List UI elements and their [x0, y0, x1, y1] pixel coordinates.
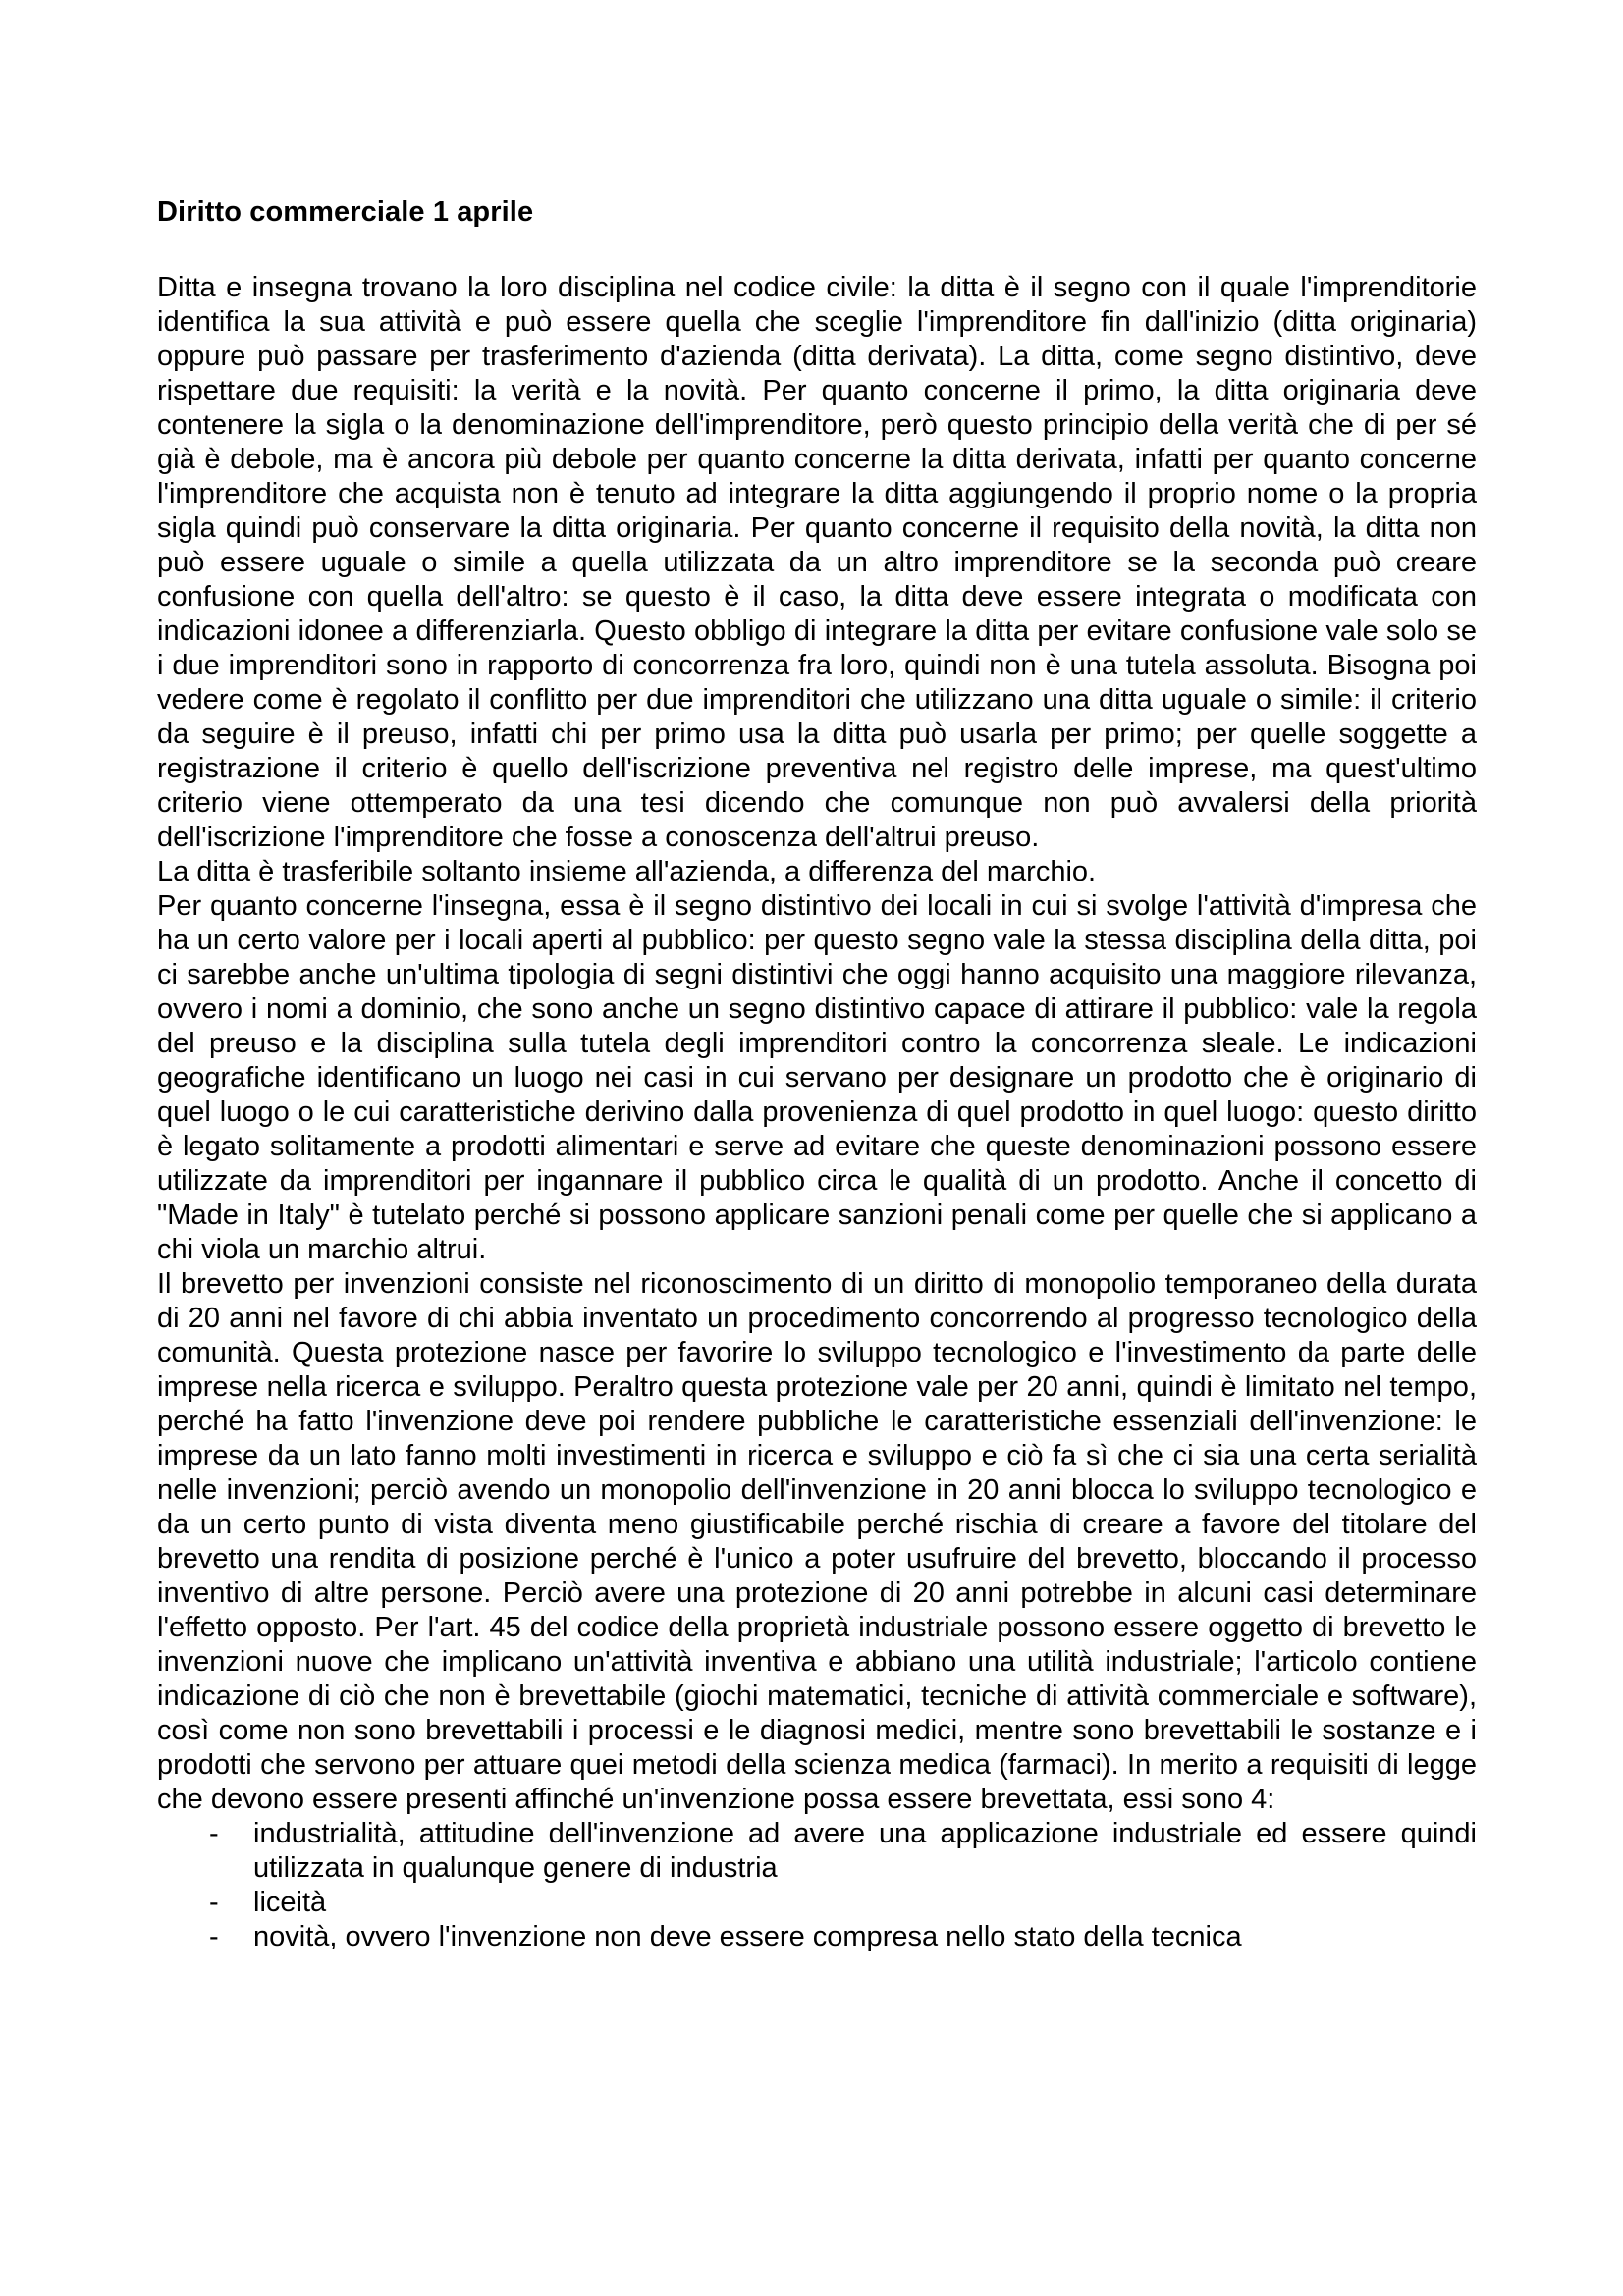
list-item: [157, 1817, 1477, 1886]
list-item-text: novità, ovvero l'invenzione non deve essere compresa nello stato della tecnica: [253, 1921, 1242, 1952]
list-item-text: liceità: [253, 1887, 327, 1918]
paragraph-brevetto: Il brevetto per invenzioni consiste nel riconoscimento di un diritto di monopolio temporaneo della durata di 20 anni nel favore di chi abbia inventato un procedimento concorrendo al progresso tecnologico della comunità. Questa protezione nasce per favorire lo sviluppo tecnologico e l'investimento da parte delle imprese nella ricerca e sviluppo. Peraltro questa protezione vale per 20 anni, quindi è limitato nel tempo, perché ha fatto l'invenzione deve poi rendere pubbliche le caratteristiche essenziali dell'invenzione: le imprese da un lato fanno molti investimenti in ricerca e sviluppo e ciò fa sì che ci sia una certa serialità nelle invenzioni; perciò avendo un monopolio dell'invenzione in 20 anni blocca lo sviluppo tecnologico e da un certo punto di vista diventa meno giustificabile perché rischia di creare a favore del titolare del brevetto una rendita di posizione perché è l'unico a poter usufruire del brevetto, bloccando il processo inventivo di altre persone. Perciò avere una protezione di 20 anni potrebbe in alcuni casi determinare l'effetto opposto. Per l'art. 45 del codice della proprietà industriale possono essere oggetto di brevetto le invenzioni nuove che implicano un'attività inventiva e abbiano una utilità industriale; l'articolo contiene indicazione di ciò che non è brevettabile (giochi matematici, tecniche di attività commerciale e software), così come non sono brevettabili i processi e le diagnosi medici, mentre sono brevettabili le sostanze e i prodotti che servono per attuare quei metodi della scienza medica (farmaci). In merito a requisiti di legge che devono essere presenti affinché un'invenzione possa essere brevettata, essi sono 4:: [157, 1268, 1477, 1815]
list-bullet: -: [209, 1887, 219, 1918]
list-item: [157, 1886, 1477, 1920]
paragraph-insegna: Per quanto concerne l'insegna, essa è il segno distintivo dei locali in cui si svolge l'attività d'impresa che ha un certo valore per i locali aperti al pubblico: per questo segno vale la stessa disciplina della ditta, poi ci sarebbe anche un'ultima tipologia di segni distintivi che oggi hanno acquisito una maggiore rilevanza, ovvero i nomi a dominio, che sono anche un segno distintivo capace di attirare il pubblico: vale la regola del preuso e la disciplina sulla tutela degli imprenditori contro la concorrenza sleale. Le indicazioni geografiche identificano un luogo nei casi in cui servano per designare un prodotto che è originario di quel luogo o le cui caratteristiche derivino dalla provenienza di quel prodotto in quel luogo: questo diritto è legato solitamente a prodotti alimentari e serve ad evitare che queste denominazioni possono essere utilizzate da imprenditori per ingannare il pubblico circa le qualità di un prodotto. Anche il concetto di "Made in Italy" è tutelato perché si possono applicare sanzioni penali come per quelle che si applicano a chi viola un marchio altrui.: [157, 890, 1477, 1265]
paragraph-ditta: Ditta e insegna trovano la loro disciplina nel codice civile: la ditta è il segno con il quale l'imprenditorie identifica la sua attività e può essere quella che sceglie l'imprenditore fin dall'inizio (ditta originaria) oppure può passare per trasferimento d'azienda (ditta derivata). La ditta, come segno distintivo, deve rispettare due requisiti: la verità e la novità. Per quanto concerne il primo, la ditta originaria deve contenere la sigla o la denominazione dell'imprenditore, però questo principio della verità che di per sé già è debole, ma è ancora più debole per quanto concerne la ditta derivata, infatti per quanto concerne l'imprenditore che acquista non è tenuto ad integrare la ditta aggiungendo il proprio nome o la propria sigla quindi può conservare la ditta originaria. Per quanto concerne il requisito della novità, la ditta non può essere uguale o simile a quella utilizzata da un altro imprenditore se la seconda può creare confusione con quella dell'altro: se questo è il caso, la ditta deve essere integrata o modificata con indicazioni idonee a differenziarla. Questo obbligo di integrare la ditta per evitare confusione vale solo se i due imprenditori sono in rapporto di concorrenza fra loro, quindi non è una tutela assoluta. Bisogna poi vedere come è regolato il conflitto per due imprenditori che utilizzano una ditta uguale o simile: il criterio da seguire è il preuso, infatti chi per primo usa la ditta può usarla per primo; per quelle soggette a registrazione il criterio è quello dell'iscrizione preventiva nel registro delle imprese, ma quest'ultimo criterio viene ottemperato da una tesi dicendo che comunque non può avvalersi della priorità dell'iscrizione l'imprenditore che fosse a conoscenza dell'altrui preuso.: [157, 272, 1477, 853]
requirements-list: [157, 1817, 1477, 1954]
document-title: Diritto commerciale 1 aprile: [157, 196, 534, 228]
document-body: [157, 192, 1477, 1954]
list-bullet: -: [209, 1921, 219, 1952]
list-item: [157, 1920, 1477, 1954]
list-bullet: -: [209, 1818, 219, 1849]
paragraph-ditta-trasferibile: La ditta è trasferibile soltanto insieme all'azienda, a differenza del marchio.: [157, 856, 1097, 887]
list-item-text: industrialità, attitudine dell'invenzione ad avere una applicazione industriale ed essere quindi utilizzata in qualunque genere di industria: [253, 1818, 1477, 1884]
